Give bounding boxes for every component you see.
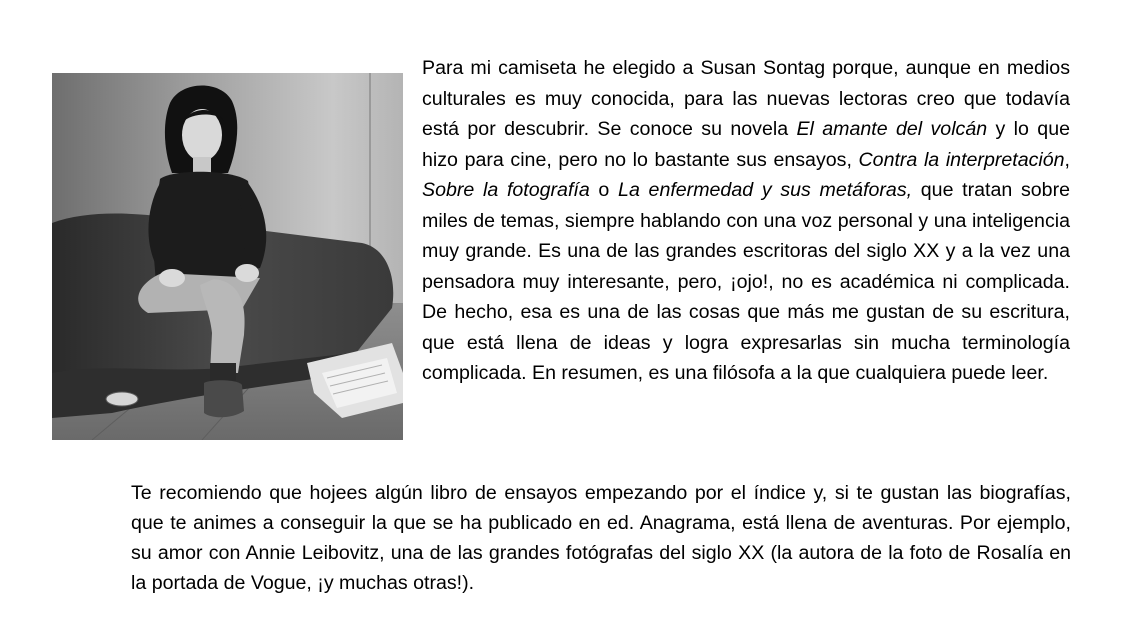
text-segment: , xyxy=(1064,148,1070,171)
paragraph-recommendation: Te recomiendo que hojees algún libro de ensayos empezando por el índice y, si te gustan las biografías, que te animes a conseguir la que se ha publicado en ed. Anagrama, está llena de aventuras. Por ejemplo, su amor con Annie Leibovitz, una de las grandes fotógrafas del siglo XX (la autora de la foto de Rosalía en la portada de Vogue, ¡y muchas otras!). xyxy=(131,482,1071,594)
text-segment: que tratan sobre miles de temas, siempre hablando con una voz personal y una inteligencia muy grande. Es una de las grandes escritoras del siglo XX y a la vez una pensadora muy interesante, pero, ¡ojo!, no es académica ni complicada. De hecho, esa es una de las cosas que más me gustan de su escritura, que está llena de ideas y logra expresarlas sin mucha terminología complicada. En resumen, es una filósofa a la que cualquiera puede leer. xyxy=(422,179,1070,384)
book-title-la-enfermedad: La enfermedad y sus metáforas, xyxy=(618,179,913,201)
text-segment: o xyxy=(589,179,619,201)
shoe xyxy=(204,380,244,417)
portrait-illustration xyxy=(52,73,403,440)
book-title-sobre-la-fotografia: Sobre la fotografía xyxy=(422,179,590,201)
ashtray xyxy=(106,392,138,406)
portrait-photo xyxy=(52,73,403,440)
text-segment: y lo que hizo para cine, pero no lo bastante sus ensayos, xyxy=(422,118,1070,171)
text-segment: Para mi camiseta he elegido a Susan Sontag porque, aunque en medios culturales es muy conocida, para las nuevas lectoras creo que todavía está por descubrir. Se conoce su novela xyxy=(422,57,1070,140)
book-title-el-amante-del-volcan: El amante del volcán xyxy=(796,118,988,140)
book-title-contra-la-interpretacion: Contra la interpretación xyxy=(858,148,1065,171)
paragraph-sontag-intro xyxy=(422,53,1070,389)
